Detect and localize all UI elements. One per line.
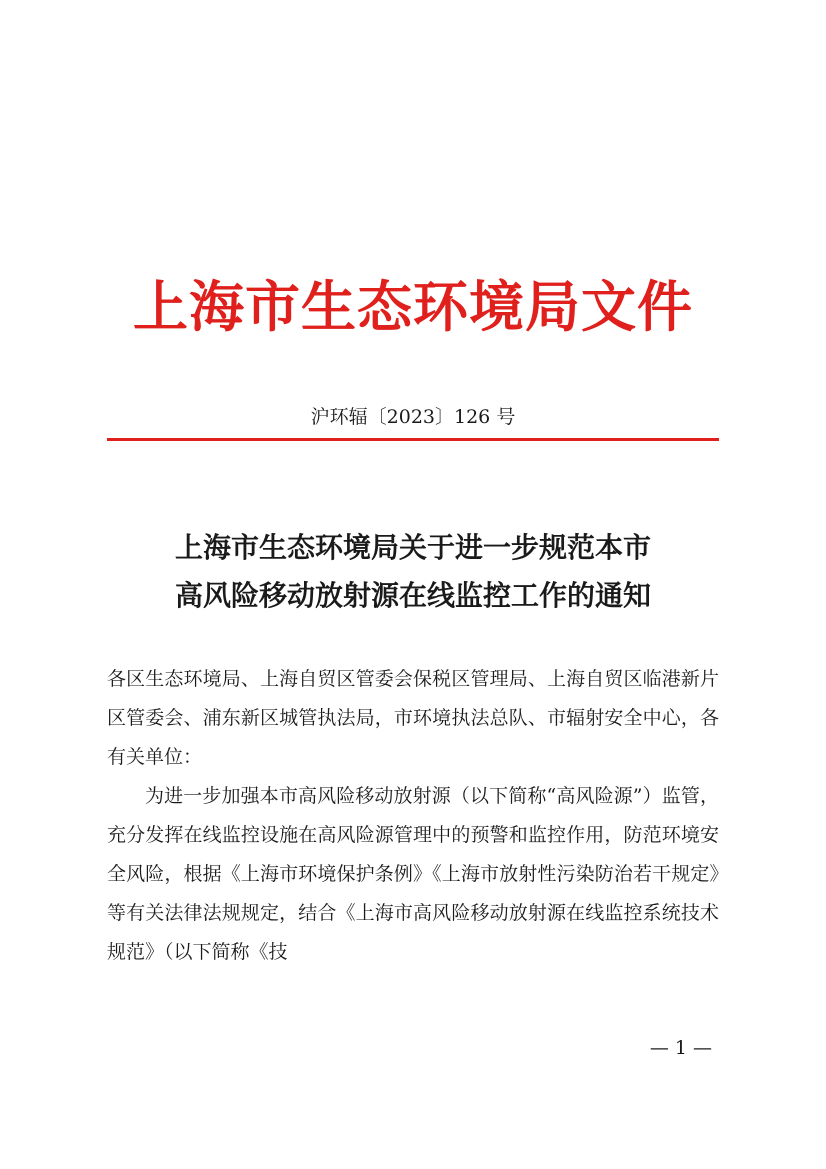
red-divider	[107, 438, 719, 441]
document-title	[0, 524, 826, 620]
addressee-paragraph: 各区生态环境局、上海自贸区管委会保税区管理局、上海自贸区临港新片区管委会、浦东新区城管执法局，市环境执法总队、市辐射安全中心，各有关单位：	[107, 668, 719, 768]
masthead-title: 上海市生态环境局文件	[132, 274, 693, 339]
document-title-line-1: 上海市生态环境局关于进一步规范本市	[174, 531, 651, 564]
document-body	[107, 660, 719, 972]
body-paragraph: 为进一步加强本市高风险移动放射源（以下简称“高风险源”）监管，充分发挥在线监控设施在高风险源管理中的预警和监控作用，防范环境安全风险，根据《上海市环境保护条例》《上海市放射性污染防治若干规定》等有关法律法规规定，结合《上海市高风险移动放射源在线监控系统技术规范》（以下简称《技	[107, 785, 719, 963]
document-number: 沪环辐〔2023〕126 号	[310, 406, 516, 428]
page-number: — 1 —	[649, 1037, 712, 1059]
document-title-line-2: 高风险移动放射源在线监控工作的通知	[174, 579, 651, 612]
